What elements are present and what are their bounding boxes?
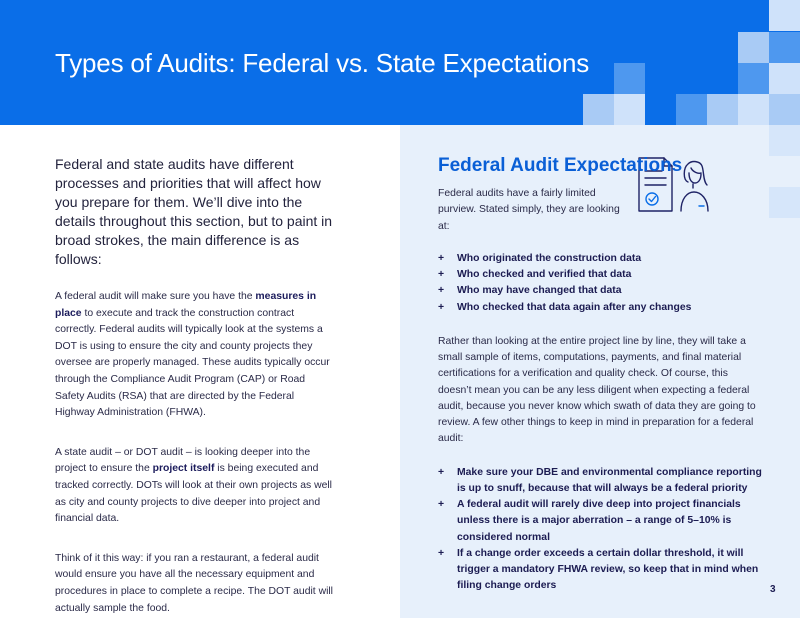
list-item-text: A federal audit will rarely dive deep into project financials unless there is a major aberration – a range of 5–10% is considered normal [457,499,741,543]
deco-square [769,187,800,218]
list-item [438,267,763,283]
federal-expectations-heading: Federal Audit Expectations [438,155,683,176]
tips-list [438,465,763,595]
deco-square [583,94,614,125]
list-item [438,300,763,316]
list-item [438,465,763,497]
state-text-end: is being executed and tracked correctly. DOTs will look at their own projects as well as city and county projects to dive deeper into project and financial data. [55,463,332,525]
list-item [438,546,763,595]
federal-emphasis: measures in place [55,291,317,319]
intro-text: Federal and state audits have different processes and priorities that will affect how you prepare for them. We’ll dive into the details throughout this section, but to paint in broad strokes, the main difference is as follows: [55,156,333,267]
list-item-text: Who may have changed that data [457,285,622,297]
page-title: Types of Audits: Federal vs. State Expectations [55,48,589,78]
plus-icon: + [438,466,445,478]
plus-icon: + [438,301,445,313]
deco-square [769,32,800,63]
page-number: 3 [770,584,776,595]
deco-square [769,0,800,31]
deco-square [769,94,800,125]
federal-expectations-lead: Federal audits have a fairly limited purview. Stated simply, they are looking at: [438,188,620,232]
deco-square [614,63,645,94]
list-item-text: Who checked that data again after any changes [457,301,692,313]
state-audit-paragraph [55,445,335,528]
left-column [55,155,335,640]
plus-icon: + [438,285,445,297]
plus-icon: + [438,252,445,264]
federal-text-end: to execute and track the construction contract correctly. Federal audits will typically look at the systems a DOT is using to ensure the city and county projects they oversee are properly managed. These audits typically occur through the Compliance Audit Program (CAP) or Road Safety Audits (RSA) that are directed by the Federal Highway Administration (FHWA). [55,307,330,419]
deco-square [769,125,800,156]
plus-icon: + [438,269,445,281]
deco-square [738,94,769,125]
right-column [438,155,763,612]
federal-text-start: A federal audit will make sure you have the [55,291,256,302]
federal-audit-body: Rather than looking at the entire project line by line, they will take a small sample of items, computations, payments, and final material certifications for a verification and quality check. Of course, this doesn’t mean you can be any less diligent when expecting a federal audit, because you never know which swath of data they are going to review. A few other things to keep in mind in preparation for a federal audit: [438,335,756,445]
list-item-text: Who originated the construction data [457,252,642,264]
list-item [438,497,763,546]
list-item [438,283,763,299]
state-text-start: A state audit – or DOT audit – is looking deeper into the project to ensure the [55,446,311,475]
analogy-paragraph: Think of it this way: if you ran a restaurant, a federal audit would ensure you have all the necessary equipment and procedures in place to complete a recipe. The DOT audit will actually sample the food. [55,552,333,614]
federal-audit-paragraph [55,289,335,422]
state-emphasis: project itself [152,463,215,475]
deco-square [676,94,707,125]
list-item [438,251,763,267]
plus-icon: + [438,499,445,511]
deco-square [614,94,645,125]
deco-square [738,63,769,94]
deco-square [707,94,738,125]
list-item-text: Who checked and verified that data [457,269,632,281]
checklist [438,251,763,316]
deco-square [769,63,800,94]
plus-icon: + [438,547,445,559]
list-item-text: Make sure your DBE and environmental compliance reporting is up to snuff, because that will always be a federal priority [457,466,762,494]
list-item-text: If a change order exceeds a certain dollar threshold, it will trigger a mandatory FHWA review, so keep that in mind when filing change orders [457,547,759,592]
deco-square [738,32,769,63]
